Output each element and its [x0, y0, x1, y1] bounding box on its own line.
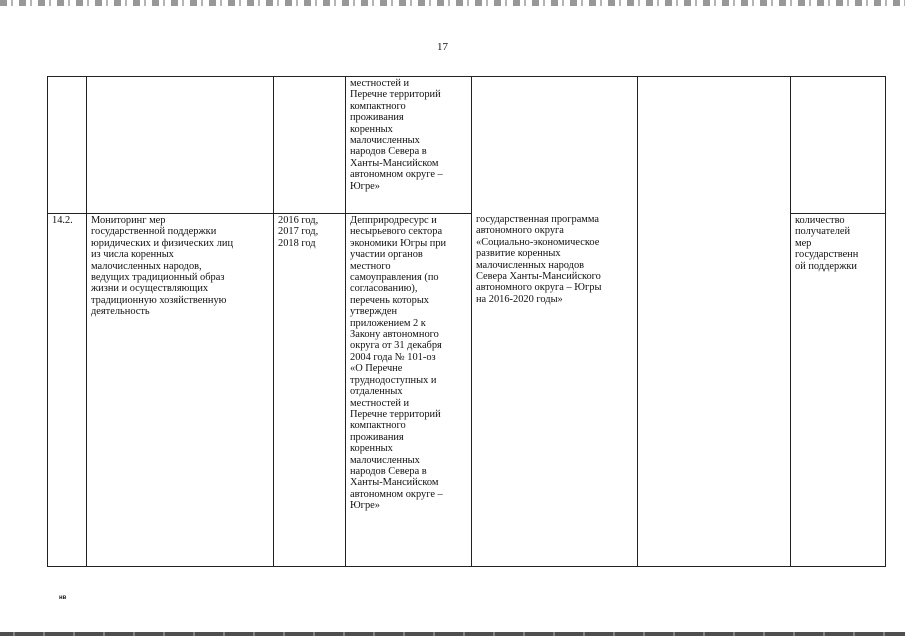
cell-indicator	[791, 77, 886, 214]
cell-measure	[87, 214, 274, 567]
measure-text: Мониторинг мер государственной поддержки юридических и физических лиц из числа коренных малочисленных народов, ведущих традиционный образ жизни и осуществляющих традиционную хозяйственную деятельность	[91, 215, 234, 318]
cell-years	[274, 214, 346, 567]
scan-edge-bottom	[0, 632, 905, 636]
cell-empty	[638, 77, 791, 567]
measures-table	[47, 76, 886, 567]
executors-text-continued: местностей и Перечне территорий компактного проживания коренных малочисленных народов Севера в Ханты-Мансийском автономном округе – Югре»	[350, 78, 443, 192]
table-row-continued	[48, 77, 886, 214]
cell-indicator	[791, 214, 886, 567]
cell-program	[472, 77, 638, 567]
cell-number	[48, 214, 87, 567]
page-number: 17	[437, 41, 448, 53]
row-number: 14.2.	[52, 215, 73, 226]
cell-executors	[346, 214, 472, 567]
footer-code: нв	[59, 595, 67, 601]
cell-measure	[87, 77, 274, 214]
years-text: 2016 год, 2017 год, 2018 год	[278, 215, 319, 249]
cell-executors	[346, 77, 472, 214]
executors-text: Депприродресурс и несырьевого сектора экономики Югры при участии органов местного самоуправления (по согласованию), перечень которых утвержден приложением 2 к Закону автономного округа от 31 декабря 2004 года № 101-оз «О Перечне труднодоступных и отдаленных местностей и Перечне территорий компактного проживания коренных малочисленных народов Севера в Ханты-Мансийском автономном округе – Югре»	[350, 215, 447, 512]
indicator-text: количество получателей мер государственн ой поддержки	[795, 215, 859, 272]
cell-years	[274, 77, 346, 214]
program-text: государственная программа автономного округа «Социально-экономическое развитие коренных малочисленных народов Севера Ханты-Мансийского автономного округа – Югры на 2016-2020 годы»	[476, 214, 602, 305]
cell-number	[48, 77, 87, 214]
scan-edge-top	[0, 0, 905, 6]
